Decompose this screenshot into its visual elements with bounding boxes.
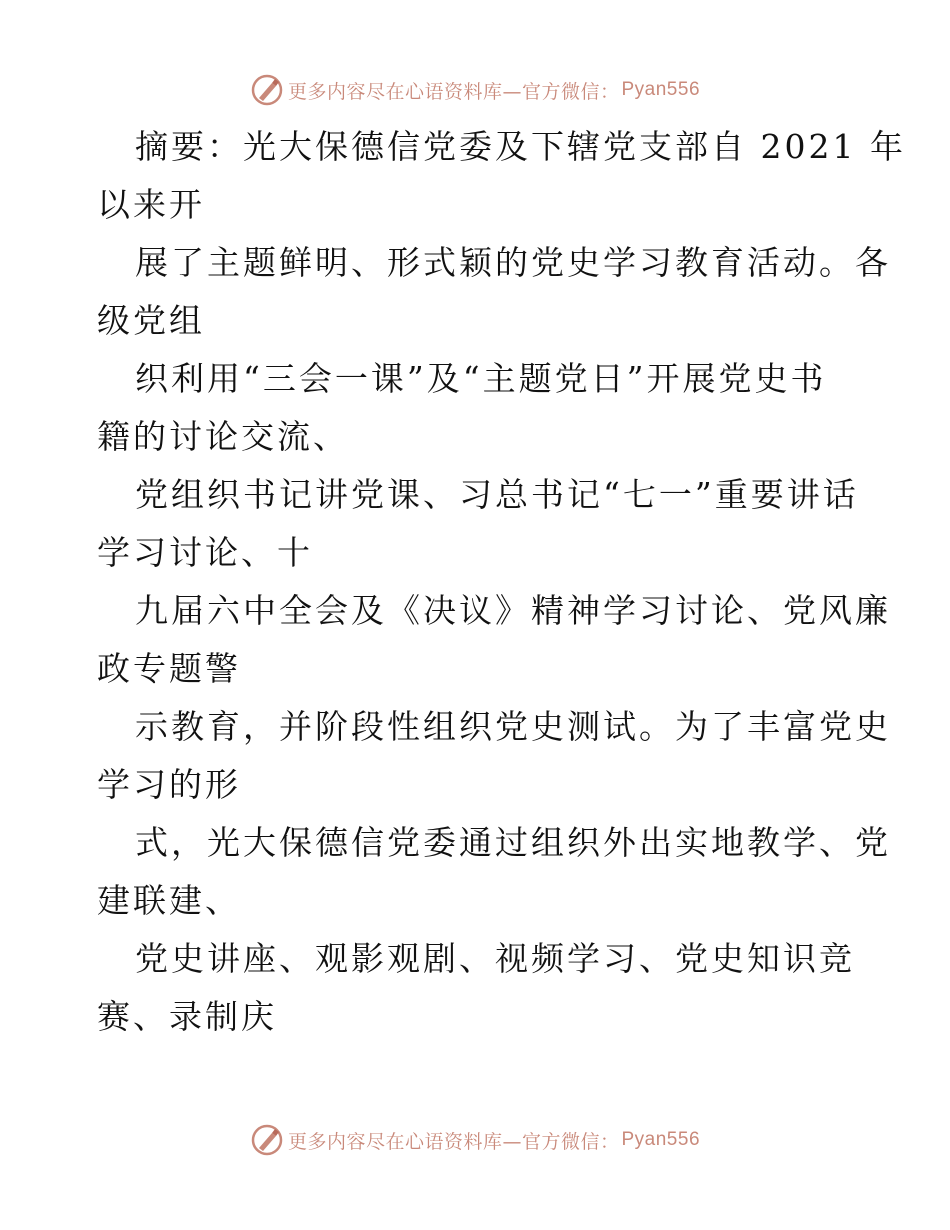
paragraph-line: 建联建、	[97, 881, 241, 920]
paragraph-line: 摘要：光大保德信党委及下辖党支部自 2021 年	[135, 127, 906, 166]
document-body	[97, 118, 906, 1046]
paragraph-line: 九届六中全会及《决议》精神学习讨论、党风廉	[135, 591, 891, 630]
paragraph-line: 赛、录制庆	[97, 997, 277, 1036]
paragraph-line: 以来开	[97, 185, 205, 224]
paragraph-line: 学习的形	[97, 765, 241, 804]
paragraph	[97, 234, 891, 350]
paragraph-line: 政专题警	[97, 649, 241, 688]
pen-logo-icon	[250, 73, 284, 107]
paragraph-line: 式，光大保德信党委通过组织外出实地教学、党	[135, 823, 891, 862]
watermark-code: Pyan556	[621, 1129, 701, 1150]
watermark-footer	[0, 1120, 950, 1160]
watermark-text: 更多内容尽在心语资料库—官方微信：	[287, 1130, 620, 1153]
paragraph-line: 织利用“三会一课”及“主题党日”开展党史书	[135, 359, 827, 398]
paragraph	[97, 466, 857, 582]
watermark-header	[0, 70, 950, 110]
paragraph-line: 党组织书记讲党课、习总书记“七一”重要讲话	[135, 475, 859, 514]
paragraph	[97, 118, 906, 234]
paragraph-line: 展了主题鲜明、形式颖的党史学习教育活动。各	[135, 243, 891, 282]
paragraph-line: 学习讨论、十	[97, 533, 313, 572]
paragraph	[97, 814, 891, 930]
paragraph-line: 籍的讨论交流、	[97, 417, 349, 456]
paragraph-line: 级党组	[97, 301, 205, 340]
paragraph-line: 党史讲座、观影观剧、视频学习、党史知识竞	[135, 939, 855, 978]
paragraph	[97, 930, 857, 1046]
watermark-code: Pyan556	[621, 79, 701, 100]
paragraph	[97, 698, 891, 814]
paragraph-line: 示教育，并阶段性组织党史测试。为了丰富党史	[135, 707, 891, 746]
watermark-text: 更多内容尽在心语资料库—官方微信：	[287, 80, 620, 103]
pen-logo-icon	[250, 1123, 284, 1157]
paragraph	[97, 582, 891, 698]
paragraph	[97, 350, 857, 466]
